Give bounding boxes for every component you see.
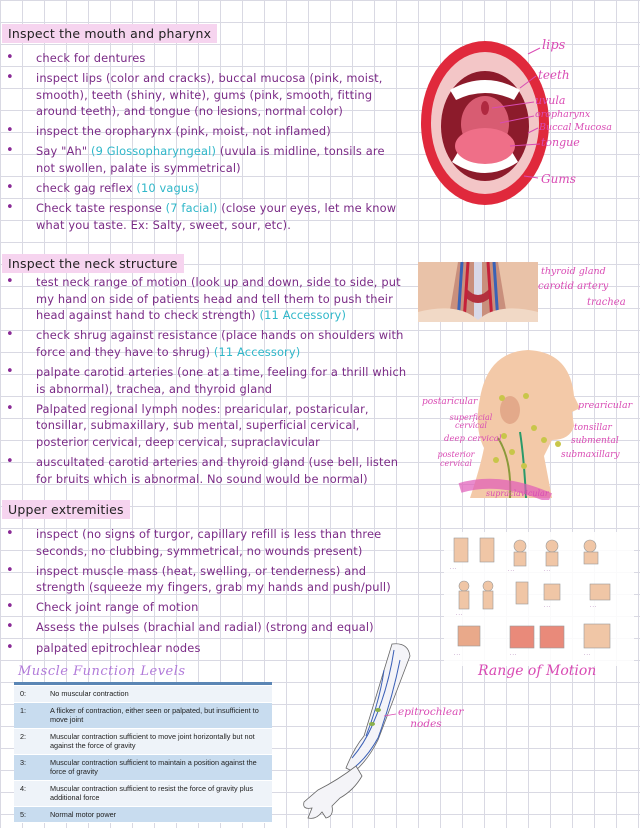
label-teeth: teeth: [538, 68, 570, 82]
cranial-nerve-tag: (11 Accessory): [213, 344, 301, 359]
label-submaxillary: submaxillary: [561, 450, 620, 460]
table-row: 1: A flicker of contraction, either seen or palpated, but insufficient to move joint: [14, 702, 272, 728]
label-postaricular: postaricular: [422, 397, 478, 407]
svg-text:· · ·: · · ·: [456, 612, 463, 617]
table-row: 3: Muscular contraction sufficient to maintain a position against the force of gravity: [14, 754, 272, 780]
mouth-notes-list: [6, 50, 406, 237]
range-of-motion-caption: Range of Motion: [478, 663, 597, 679]
label-posterior-cervical: posterior cervical: [437, 450, 475, 468]
cranial-nerve-tag: (11 Accessory): [259, 308, 347, 323]
list-item: • palpate carotid arteries (one at a time, feeling for a thrill which is abnormal), trachea, and thyroid gland: [6, 364, 414, 397]
list-item: • test neck range of motion (look up and down, side to side, put my hand on side of patients head and tell them to push their head against hand to check strength) (11 Accessory): [6, 274, 414, 324]
cranial-nerve-tag: (10 vagus): [136, 181, 199, 196]
cranial-nerve-tag: (7 facial): [165, 201, 218, 216]
list-item: • Say "Ah" (9 Glossopharyngeal) (uvula is midline, tonsils are not swollen, palate is symmetrical): [6, 143, 406, 176]
list-item: • Assess the pulses (brachial and radial) (strong and equal): [6, 619, 416, 636]
list-item: • check for dentures: [6, 50, 406, 67]
svg-text:· · ·: · · ·: [454, 652, 461, 657]
table-row: 0: No muscular contraction: [14, 686, 272, 703]
section-heading-mouth: Inspect the mouth and pharynx: [2, 24, 217, 43]
label-deep-cervical: deep cervical: [444, 434, 502, 444]
label-tongue: tongue: [541, 136, 580, 149]
label-lips: lips: [542, 38, 566, 53]
svg-text:· · ·: · · ·: [510, 652, 517, 657]
section-heading-upper-extremities: Upper extremities: [2, 500, 130, 519]
table-row: 2: Muscular contraction sufficient to move joint horizontally but not against the force of gravity: [14, 728, 272, 754]
label-supraclavicular: supraclavicular: [486, 489, 549, 498]
mouth-illustration: [410, 28, 640, 208]
svg-text:· · ·: · · ·: [590, 604, 597, 609]
svg-text:· · ·: · · ·: [544, 604, 551, 609]
list-item: • inspect (no signs of turgor, capillary refill is less than three seconds, no clubbing, symmetrical, no wounds present): [6, 526, 416, 559]
cranial-nerve-tag: (9 Glossopharyngeal): [91, 144, 217, 159]
muscle-function-table: [14, 682, 272, 823]
label-tonsillar: tonsillar: [574, 423, 612, 433]
label-thyroid: thyroid gland: [541, 266, 606, 277]
range-of-motion-illustration: [444, 532, 634, 666]
section-heading-neck: Inspect the neck structure: [2, 254, 184, 273]
table-row: 5: Normal motor power: [14, 806, 272, 823]
label-oropharynx: oropharynx: [535, 109, 591, 120]
label-trachea: trachea: [587, 297, 626, 308]
neck-anatomy-illustration: [418, 262, 538, 322]
list-item: • Check taste response (7 facial) (close your eyes, let me know what you taste. Ex: Salty, sweet, sour, etc).: [6, 200, 406, 233]
label-uvula: uvula: [535, 94, 566, 107]
svg-text:· · ·: · · ·: [584, 652, 591, 657]
list-item: • check gag reflex (10 vagus): [6, 180, 406, 197]
list-item: • palpated epitrochlear nodes: [6, 640, 416, 657]
label-buccal: Buccal Mucosa: [539, 122, 612, 133]
label-carotid: carotid artery: [538, 281, 609, 292]
svg-text:· · ·: · · ·: [450, 566, 457, 571]
neck-notes-list: [6, 274, 414, 491]
list-item: • Check joint range of motion: [6, 599, 416, 616]
label-submental: submental: [571, 436, 619, 446]
list-item: • inspect the oropharynx (pink, moist, not inflamed): [6, 123, 406, 140]
arm-illustration: [298, 640, 428, 822]
label-epitrochlear-nodes: epitrochlear nodes: [398, 706, 464, 730]
muscle-function-title: Muscle Function Levels: [18, 664, 186, 679]
table-row: 4: Muscular contraction sufficient to resist the force of gravity plus additional force: [14, 780, 272, 806]
list-item: • auscultated carotid arteries and thyroid gland (use bell, listen for bruits which is abnormal. No sound would be normal): [6, 454, 414, 487]
list-item: • Palpated regional lymph nodes: prearicular, postaricular, tonsillar, submaxillary, sub mental, superficial cervical, posterior cervical, deep cervical, supraclavicular: [6, 401, 414, 451]
svg-text:· · ·: · · ·: [508, 568, 515, 573]
list-item: • check shrug against resistance (place hands on shoulders with force and they have to shrug) (11 Accessory): [6, 327, 414, 360]
svg-text:· · ·: · · ·: [544, 568, 551, 573]
list-item: • inspect muscle mass (heat, swelling, or tenderness) and strength (squeeze my fingers, grab my hands and push/pull): [6, 563, 416, 596]
label-superficial-cervical: superficial cervical: [449, 413, 493, 430]
list-item: • inspect lips (color and cracks), buccal mucosa (pink, moist, smooth), teeth (shiny, white), gums (pink, smooth, fitting around teeth), and tongue (no lesions, normal color): [6, 70, 406, 120]
label-gums: Gums: [541, 172, 576, 186]
label-prearicular: prearicular: [578, 400, 633, 411]
